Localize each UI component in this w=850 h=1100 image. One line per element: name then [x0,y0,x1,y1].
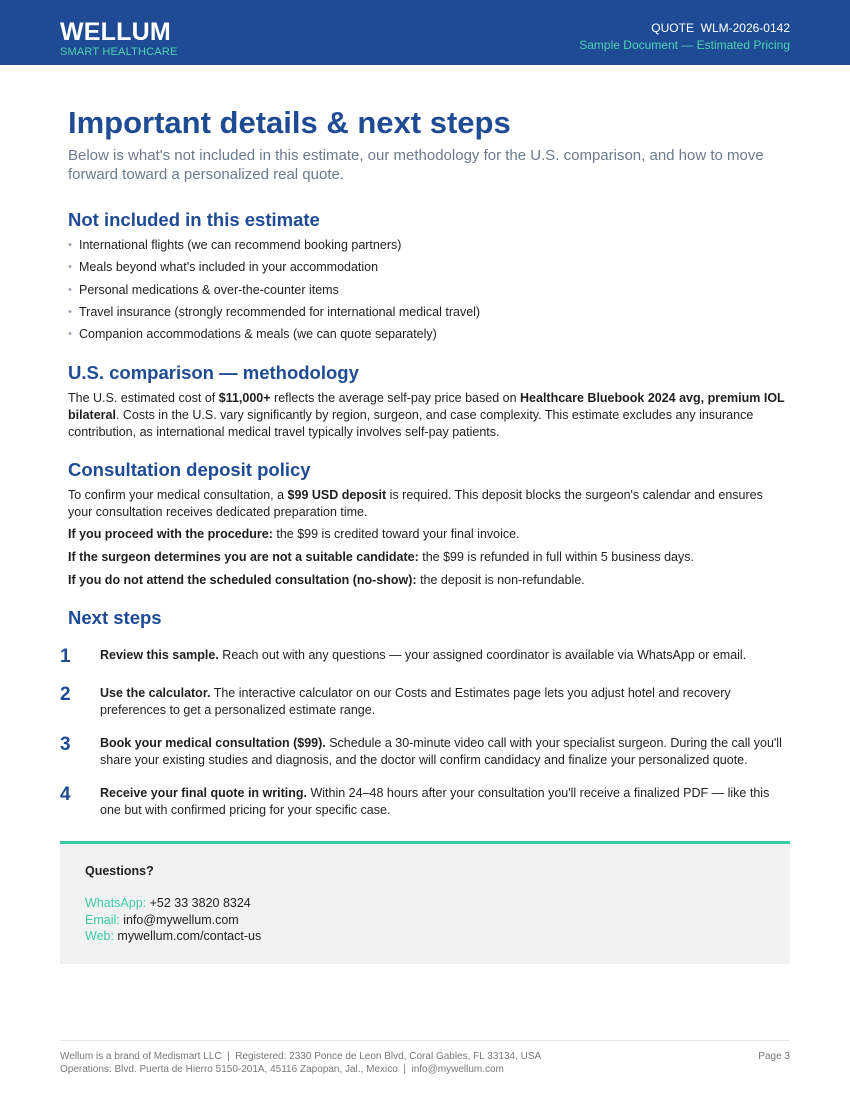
document-subtitle: Sample Document — Estimated Pricing [579,38,790,52]
excluded-section [68,209,790,349]
deposit-text: To confirm your medical consultation, a $99 USD deposit is required. This deposit blocks the surgeon's calendar and ensures your consultation receives dedicated preparation time. [68,488,763,519]
deposit-rule: If you do not attend the scheduled consultation (no-show): the deposit is non-refundable. [68,573,585,587]
contact-box [60,841,790,964]
step-number: 4 [60,784,71,805]
methodology-heading: U.S. comparison — methodology [68,362,359,383]
step-number: 2 [60,684,71,705]
quote-id: QUOTE WLM-2026-0142 [651,21,790,35]
deposit-heading: Consultation deposit policy [68,459,311,480]
list-item: • Companion accommodations & meals (we can quote separately) [68,327,437,342]
deposit-rule: If the surgeon determines you are not a suitable candidate: the $99 is refunded in full within 5 business days. [68,550,694,564]
us-cost: $11,000+ [218,391,271,405]
whatsapp-number[interactable]: +52 33 3820 8324 [146,896,251,910]
email-link[interactable]: info@mywellum.com [119,913,239,927]
brand-name: WELLUM [60,18,171,46]
step-text: Receive your final quote in writing. Within 24–48 hours after your consultation you'll receive a finalized PDF — like this one but with confirmed pricing for your specific case. [100,786,770,817]
email-line: Email: info@mywellum.com [85,913,239,927]
bullet-icon: • [68,283,72,296]
header-bar [0,0,850,65]
list-item: • Meals beyond what's included in your accommodation [68,260,379,275]
web-line: Web: mywellum.com/contact-us [85,929,262,943]
bullet-icon: • [68,328,72,341]
footer-line-2: Operations: Blvd. Puerta de Hierro 5150-201A, 45116 Zapopan, Jal., Mexico | info@mywellum.com [60,1063,504,1075]
page-title: Important details & next steps [68,105,511,140]
step-number: 3 [60,734,71,755]
methodology-text: The U.S. estimated cost of $11,000+ reflects the average self-pay price based on Healthcare Bluebook 2024 avg, premium IOL bilateral. Costs in the U.S. vary significantly by region, surgeon, and case complexity. This estimate excludes any insurance contribution, as international medical travel typically involves self-pay patients. [68,391,785,439]
quote-info [579,21,790,52]
step-text: Review this sample. Reach out with any questions — your assigned coordinator is available via WhatsApp or email. [100,648,747,662]
excluded-heading: Not included in this estimate [68,209,320,230]
bullet-icon: • [68,261,72,274]
footer-line-1: Wellum is a brand of Medismart LLC | Registered: 2330 Ponce de Leon Blvd, Coral Gables, FL 33134, USA [60,1051,542,1062]
contact-title: Questions? [85,864,154,878]
next-steps-heading: Next steps [68,607,162,628]
brand-logo [60,19,178,58]
intro-text: Below is what's not included in this estimate, our methodology for the U.S. comparison, and how to move forward toward a personalized real quote. [68,147,764,183]
next-steps-section [68,607,790,629]
deposit-amount: $99 USD deposit [287,488,387,502]
data-source: Healthcare Bluebook 2024 avg, premium IOL bilateral [68,391,785,422]
methodology-section [68,362,790,441]
list-item: • Travel insurance (strongly recommended for international medical travel) [68,304,481,319]
list-item: • Personal medications & over-the-counter items [68,282,339,297]
deposit-rule: If you proceed with the procedure: the $99 is credited toward your final invoice. [68,527,520,541]
footer [60,1040,790,1076]
list-item: • International flights (we can recommend booking partners) [68,238,402,252]
step-number: 1 [60,646,71,667]
step-text: Use the calculator. The interactive calculator on our Costs and Estimates page lets you adjust hotel and recovery preferences to get a personalized estimate range. [100,686,731,717]
step-text: Book your medical consultation ($99). Schedule a 30-minute video call with your specialist surgeon. During the call you'll share your existing studies and diagnosis, and the doctor will confirm candidacy and finalize your personalized quote. [100,736,782,767]
excluded-list [68,238,790,342]
bullet-icon: • [68,305,72,318]
bullet-icon: • [68,239,72,251]
whatsapp-line: WhatsApp: +52 33 3820 8324 [85,896,251,910]
deposit-section [68,459,790,589]
page-number: Page 3 [758,1051,790,1062]
title-block [68,104,790,184]
web-link[interactable]: mywellum.com/contact-us [113,929,262,943]
brand-tagline: SMART HEALTHCARE [60,46,178,58]
